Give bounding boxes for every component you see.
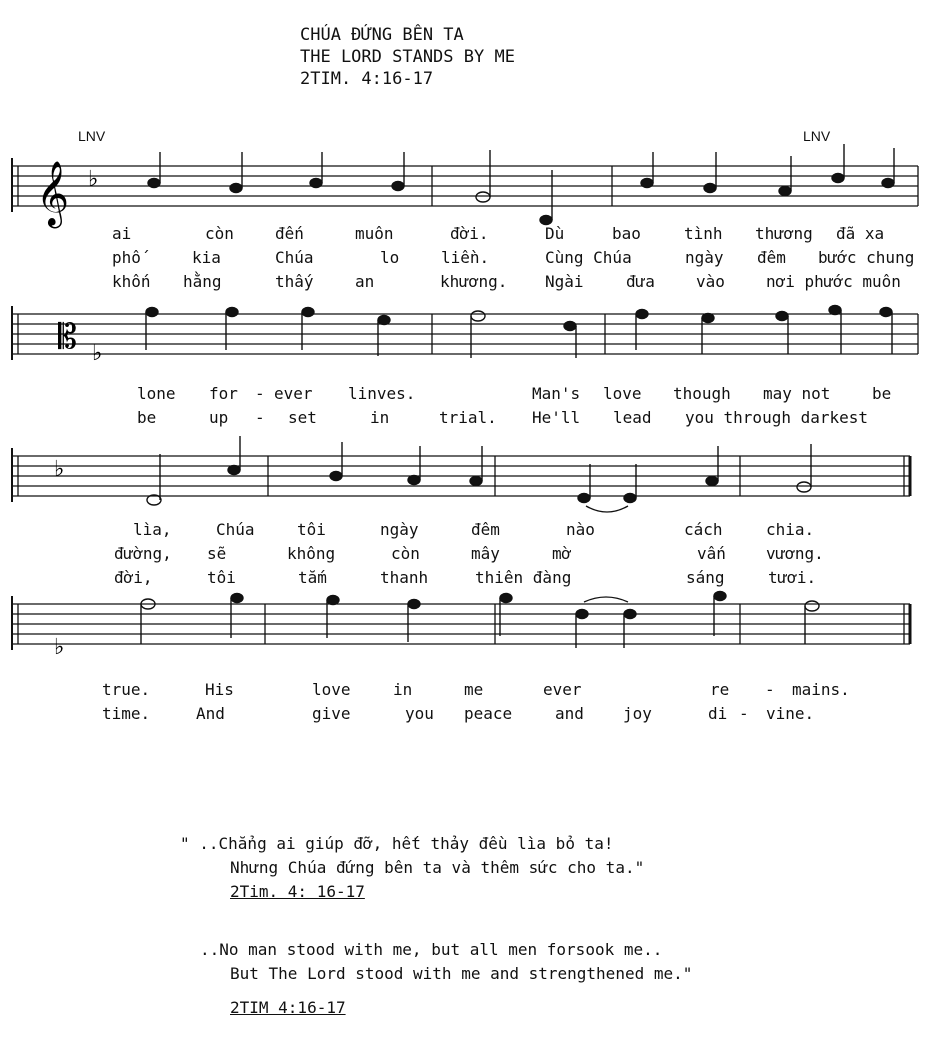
lyric-syllable: nào <box>566 520 595 539</box>
lyric-syllable: mains. <box>792 680 850 699</box>
lyric-syllable: di <box>708 704 728 723</box>
lyric-syllable: ever <box>543 680 582 699</box>
lyric-syllable: trial. <box>439 408 497 427</box>
lyric-syllable: - <box>255 408 265 427</box>
lyric-syllable: Chúa <box>216 520 255 539</box>
lyric-syllable: đưa <box>626 272 655 291</box>
lyric-syllable: you <box>405 704 434 723</box>
lyric-syllable: love <box>312 680 351 699</box>
scripture-reference: 2TIM. 4:16-17 <box>300 69 434 89</box>
lyric-syllable: khương. <box>440 272 508 291</box>
lyric-syllable: sáng <box>686 568 725 587</box>
lyric-syllable: chia. <box>766 520 815 539</box>
lyric-syllable: - <box>255 384 265 403</box>
quote-vi-line-1: " ..Chẳng ai giúp đỡ, hết thảy đều lìa bỏ ta! <box>180 834 614 853</box>
lyric-syllable: His <box>205 680 234 699</box>
lyric-syllable: re <box>710 680 730 699</box>
lyric-syllable: bước chung <box>818 248 915 267</box>
lyric-syllable: up <box>209 408 229 427</box>
lyric-syllable: true. <box>102 680 151 699</box>
lyric-syllable: tình <box>684 224 723 243</box>
flat-icon: ♭ <box>88 167 99 192</box>
lyric-syllable: còn <box>391 544 420 563</box>
lyric-syllable: liền. <box>441 248 490 267</box>
composer-mark: LNV <box>78 128 106 144</box>
lyric-syllable: hằng <box>183 272 222 291</box>
lyric-syllable: tôi <box>207 568 236 587</box>
lyric-syllable: in <box>370 408 390 427</box>
lyric-syllable: lìa, <box>133 520 172 539</box>
quote-vi-line-2: Nhưng Chúa đứng bên ta và thêm sức cho ta." <box>230 858 645 877</box>
lyric-syllable: tôi <box>297 520 326 539</box>
lyric-syllable: muôn <box>355 224 394 243</box>
music-staff-2 <box>0 298 952 378</box>
c-clef-icon: 𝄡 <box>58 317 77 357</box>
lyric-syllable: lone <box>137 384 176 403</box>
lyric-syllable: be <box>872 384 892 403</box>
lyrics-block-1 <box>0 224 952 294</box>
lyrics-block-2 <box>0 384 952 432</box>
lyric-syllable: peace <box>464 704 513 723</box>
lyric-syllable: and <box>555 704 584 723</box>
lyric-syllable: thương <box>755 224 813 243</box>
lyric-syllable: - <box>739 704 749 723</box>
lyric-syllable: thấy <box>275 272 314 291</box>
lyric-syllable: vấn <box>697 544 726 563</box>
lyric-syllable: linves. <box>348 384 416 403</box>
lyric-syllable: đời, <box>114 568 153 587</box>
music-staff-3 <box>0 440 952 525</box>
lyric-syllable: đời. <box>450 224 489 243</box>
lyric-syllable: nơi phước muôn <box>766 272 901 291</box>
lyric-syllable: may not <box>763 384 831 403</box>
lyric-syllable: tươi. <box>768 568 817 587</box>
lyric-syllable: ever <box>274 384 313 403</box>
music-staff-4 <box>0 588 952 668</box>
lyric-syllable: sẽ <box>207 544 227 563</box>
lyric-syllable: khốn <box>112 272 151 291</box>
lyric-syllable: Ngài <box>545 272 584 291</box>
lyric-syllable: đường, <box>114 544 172 563</box>
lyric-syllable: give <box>312 704 351 723</box>
lyric-syllable: Dù <box>545 224 565 243</box>
lyric-syllable: be <box>137 408 157 427</box>
lyric-syllable: set <box>288 408 317 427</box>
lyric-syllable: mờ <box>552 544 572 563</box>
lyric-syllable: bao <box>612 224 641 243</box>
lyric-syllable: vine. <box>766 704 815 723</box>
lyric-syllable: đã xa <box>836 224 885 243</box>
lyric-syllable: ngày <box>380 520 419 539</box>
composer-mark: LNV <box>803 128 831 144</box>
lyric-syllable: không <box>287 544 336 563</box>
lyric-syllable: đêm <box>757 248 786 267</box>
quote-en-line-1: ..No man stood with me, but all men forsook me.. <box>200 940 663 959</box>
title-english: THE LORD STANDS BY ME <box>300 47 515 67</box>
flat-icon: ♭ <box>54 635 65 660</box>
flat-icon: ♭ <box>54 457 65 482</box>
lyric-syllable: for <box>209 384 238 403</box>
lyric-syllable: thanh <box>380 568 429 587</box>
lyric-syllable: thiên đàng <box>475 568 572 587</box>
lyric-syllable: tắm <box>298 568 327 587</box>
lyric-syllable: vào <box>696 272 725 291</box>
lyric-syllable: ngày <box>685 248 724 267</box>
lyric-syllable: lead <box>613 408 652 427</box>
title-vietnamese: CHÚA ĐỨNG BÊN TA <box>300 25 464 45</box>
lyric-syllable: ai <box>112 224 132 243</box>
lyric-syllable: time. <box>102 704 151 723</box>
lyric-syllable: though <box>673 384 731 403</box>
lyric-syllable: me <box>464 680 484 699</box>
lyric-syllable: in <box>393 680 413 699</box>
lyric-syllable: you through darkest <box>685 408 869 427</box>
lyric-syllable: mây <box>471 544 500 563</box>
lyrics-block-4 <box>0 680 952 728</box>
quote-en-reference: 2TIM 4:16-17 <box>230 998 346 1017</box>
lyric-syllable: cách <box>684 520 723 539</box>
lyric-syllable: And <box>196 704 225 723</box>
treble-clef-icon: 𝄞 <box>36 161 70 226</box>
lyric-syllable: joy <box>623 704 652 723</box>
lyric-syllable: phố <box>112 248 141 267</box>
lyric-syllable: love <box>603 384 642 403</box>
flat-icon: ♭ <box>92 341 103 366</box>
lyric-syllable: đêm <box>471 520 500 539</box>
lyric-syllable: Man's <box>532 384 581 403</box>
lyric-syllable: Chúa <box>275 248 314 267</box>
lyrics-block-3 <box>0 520 952 590</box>
lyric-syllable: còn <box>205 224 234 243</box>
lyric-syllable: lo <box>380 248 400 267</box>
lyric-syllable: He'll <box>532 408 581 427</box>
quote-vi-reference: 2Tim. 4: 16-17 <box>230 882 365 901</box>
lyric-syllable: - <box>765 680 775 699</box>
lyric-syllable: vương. <box>766 544 824 563</box>
lyric-syllable: đến <box>275 224 304 243</box>
lyric-syllable: kia <box>192 248 221 267</box>
lyric-syllable: Cùng Chúa <box>545 248 632 267</box>
quote-en-line-2: But The Lord stood with me and strengthened me." <box>230 964 693 983</box>
lyric-syllable: an <box>355 272 375 291</box>
